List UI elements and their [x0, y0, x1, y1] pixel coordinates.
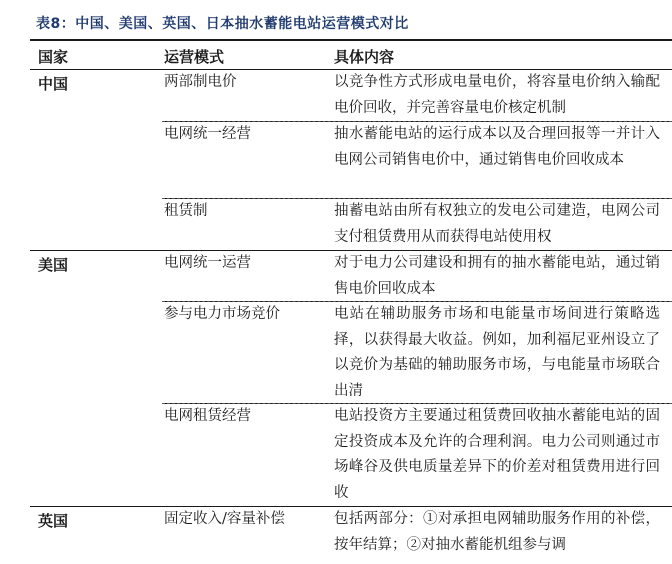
- country-uk: 英国: [38, 512, 69, 530]
- country-china: 中国: [38, 75, 69, 93]
- content-cell: 电站投资方主要通过租赁费回收抽水蓄能电站的固定投资成本及允许的合理利润。电力公司则通过市场峰谷及供电质量差异下的价差对租赁费用进行回收: [334, 408, 660, 501]
- mode-cell: 电网租赁经营: [164, 408, 251, 424]
- mode-cell: 租赁制: [164, 203, 208, 219]
- mode-cell: 两部制电价: [164, 74, 237, 90]
- content-cell: 电站在辅助服务市场和电能量市场间进行策略选择，以获得最大收益。例如，加利福尼亚州设立了以竞价为基础的辅助服务市场，与电能量市场联合出清: [334, 306, 660, 399]
- mode-cell: 电网统一运营: [164, 255, 251, 271]
- mode-cell: 参与电力市场竞价: [164, 306, 280, 322]
- content-cell: 以竞争性方式形成电量电价，将容量电价纳入输配电价回收，并完善容量电价核定机制: [334, 74, 660, 116]
- mode-cell: 电网统一经营: [164, 126, 251, 142]
- top-rule: [30, 39, 672, 41]
- content-cell: 包括两部分：①对承担电网辅助服务作用的补偿，按年结算；②对抽水蓄能机组参与调: [334, 511, 660, 553]
- content-cell: 抽水蓄能电站的运行成本以及合理回报等一并计入电网公司销售电价中，通过销售电价回收成本: [334, 126, 660, 168]
- table-title: 表8：中国、美国、英国、日本抽水蓄能电站运营模式对比: [36, 16, 409, 32]
- content-cell: 对于电力公司建设和拥有的抽水蓄能电站，通过销售电价回收成本: [334, 255, 660, 297]
- header-country: 国家: [38, 48, 69, 66]
- mode-cell: 固定收入/容量补偿: [164, 511, 285, 527]
- header-content: 具体内容: [334, 48, 395, 66]
- header-mode: 运营模式: [164, 48, 225, 66]
- content-cell: 抽蓄电站由所有权独立的发电公司建造，电网公司支付租赁费用从而获得电站使用权: [334, 203, 660, 245]
- country-usa: 美国: [38, 256, 69, 274]
